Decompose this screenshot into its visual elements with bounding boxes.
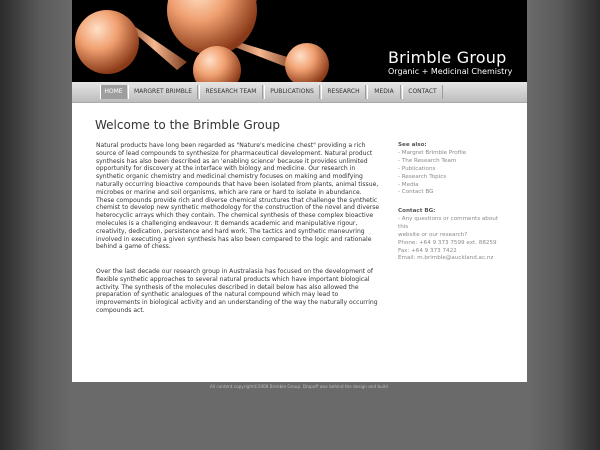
page-container <box>72 0 527 382</box>
intro-paragraph-1: Natural products have long been regarded as "Nature's medicine chest" providing a rich source of lead compounds to synthesize for pharmaceutical development. Natural product synthesis has also been described as an 'enabling science' because it provides unlimited opportunity for discovery at the interface with biology and medicine. Our research in synthetic organic chemistry and medicinal chemistry focuses on making and modifying naturally occurring bioactive compounds that have been isolated from plants, animal tissue, microbes or marine and soil organisms, which are rare or hard to isolate in abundance. These compounds provide rich and diverse chemical structures that challenge the synthetic chemist to develop new synthetic methodology for the construction of the novel and diverse heterocyclic arrays which they contain. The chemical synthesis of these complex bioactive molecules is a challenging endeavour. It demands academic and manipulative rigour, creativity, dedication, persistence and hard work. The tactics and synthetic maneuvring involved in executing a given synthesis has also been compared to the logic and rationale behind a game of chess. <box>96 142 380 251</box>
header-banner <box>72 0 527 82</box>
sidebar-link-contact[interactable]: - Contact BG <box>398 189 434 196</box>
sidebar-see-also <box>398 142 508 197</box>
sidebar-contact <box>398 208 508 263</box>
contact-line: - Any questions or comments about this <box>398 215 499 230</box>
contact-phone: Phone: +64 9 373 7599 ext. 88259 <box>398 239 497 246</box>
sidebar-link-research-topics[interactable]: - Research Topics <box>398 173 447 180</box>
sidebar-link-research-team[interactable]: - The Research Team <box>398 157 457 164</box>
footer-text: All content copyright©2008 Brimble Group. Dropoff was behind the design and build. <box>209 384 390 389</box>
contact-line: website or our research? <box>398 231 468 238</box>
nav-contact[interactable]: CONTACT <box>402 85 443 99</box>
brand-subtitle: Organic + Medicinal Chemistry <box>388 67 513 76</box>
contact-fax: Fax: +64 9 373 7422 <box>398 247 457 254</box>
see-also-heading: See also: <box>398 142 427 148</box>
nav-publications[interactable]: PUBLICATIONS <box>264 85 320 99</box>
nav-media[interactable]: MEDIA <box>367 85 401 99</box>
main-nav <box>72 82 527 103</box>
contact-email[interactable]: Email: m.brimble@auckland.ac.nz <box>398 255 494 262</box>
intro-paragraph-2: Over the last decade our research group in Australasia has focused on the development of flexible synthetic approaches to several natural products which have important biological activity. The synthesis of the molecules described in detail below has also allowed the preparation of synthetic analogues of the natural compound which may lead to improvements in biological activity and an understanding of the way the naturally occurring compounds act. <box>96 268 378 314</box>
nav-home[interactable]: HOME <box>100 85 127 99</box>
page-title: Welcome to the Brimble Group <box>95 118 280 132</box>
brand-title: Brimble Group <box>388 48 507 67</box>
nav-research[interactable]: RESEARCH <box>321 85 366 99</box>
sidebar-link-profile[interactable]: - Margret Brimble Profile <box>398 149 467 156</box>
contact-heading: Contact BG: <box>398 208 436 214</box>
nav-research-team[interactable]: RESEARCH TEAM <box>199 85 263 99</box>
nav-margret-brimble[interactable]: MARGRET BRIMBLE <box>128 85 198 99</box>
sidebar-link-media[interactable]: - Media <box>398 181 419 188</box>
sidebar-link-publications[interactable]: - Publications <box>398 165 436 172</box>
